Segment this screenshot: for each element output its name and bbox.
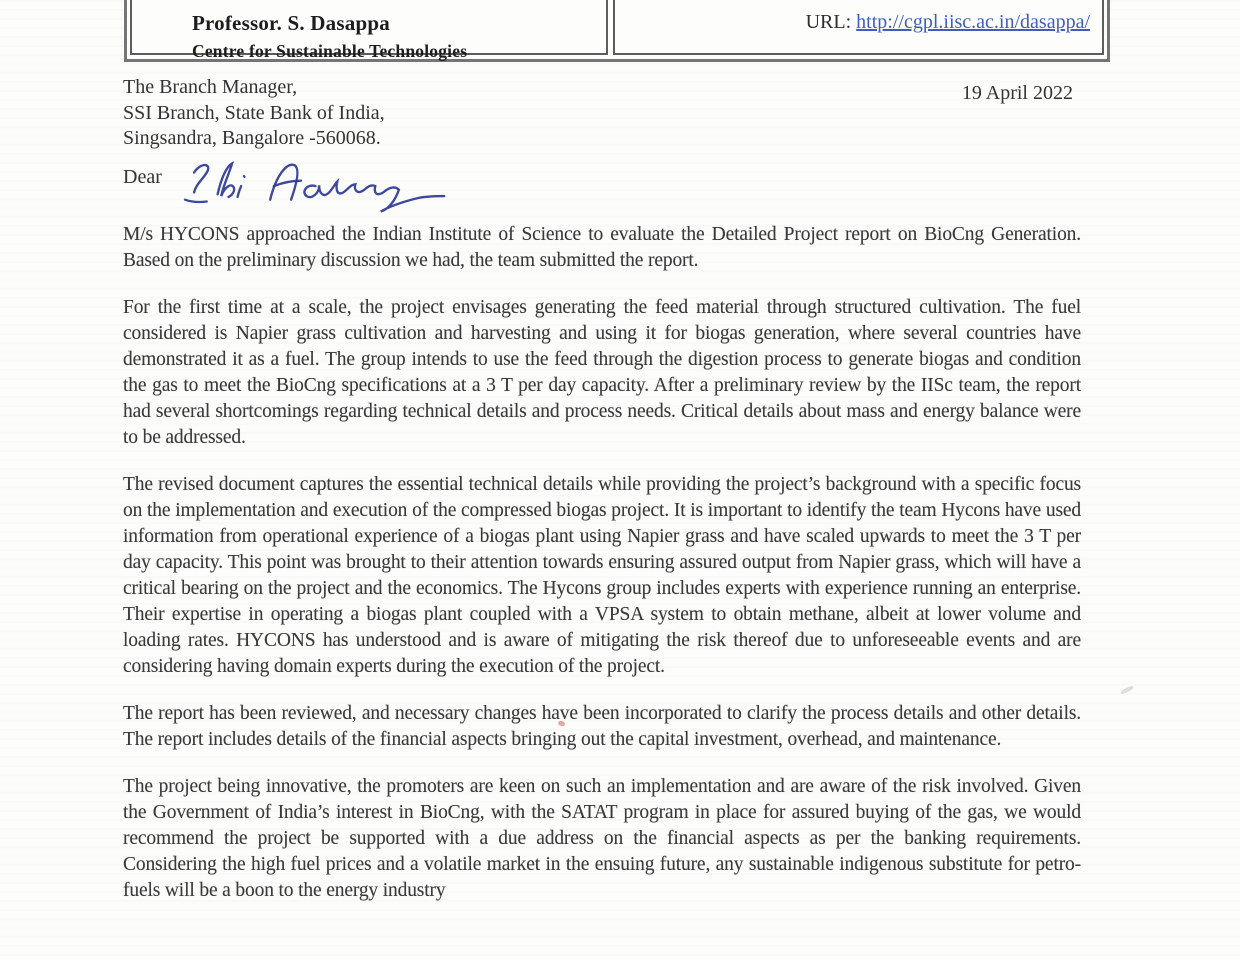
url-label: URL: (805, 11, 852, 33)
paragraph-recommendation: The project being innovative, the promoters are keen on such an implementation and are aware of the risk involved. Given the Government of India’s interest in BioCng, with the SATAT program in place for assured buying of the gas, we would recommend the project be supported with a due address on the financial aspects as per the banking requirements. Considering the high fuel prices and a volatile market in the ensuing future, any sustainable indigenous substitute for petro-fuels will be a boon to the energy industry (123, 776, 1081, 901)
letter-date: 19 April 2022 (961, 82, 1073, 104)
recipient-line-2: SSI Branch, State Bank of India, (123, 101, 385, 124)
handwritten-name-signature (178, 158, 453, 216)
paragraph-revised-document: The revised document captures the essential technical details while providing the project’s background with a specific focus on the implementation and execution of the compressed biogas project. It is important to identify the team Hycons have used information from operational experience of a biogas plant using Napier grass and have scaled upwards to meet the 3 T per day capacity. This point was brought to their attention towards ensuring assured output from Napier grass, which will have a critical bearing on the project and the economics. The Hycons group includes experts with experience running an enterprise. Their expertise in operating a biogas plant coupled with a VPSA system to obtain methane, albeit at lower volume and loading rates. HYCONS has understood and is aware of mitigating the risk thereof due to unforeseeable events and are considering having domain experts during the execution of the project. (123, 474, 1081, 677)
author-department: Centre for Sustainable Technologies (192, 41, 468, 61)
recipient-address (123, 75, 385, 152)
paragraph-intro: M/s HYCONS approached the Indian Institute of Science to evaluate the Detailed Project report on BioCng Generation. Based on the preliminary discussion we had, the team submitted the report. (123, 224, 1081, 271)
letterhead (124, 0, 1110, 62)
url-link[interactable]: http://cgpl.iisc.ac.in/dasappa/ (856, 11, 1090, 33)
salutation-prefix: Dear (123, 166, 162, 188)
paragraph-report-reviewed: The report has been reviewed, and necessary changes have been incorporated to clarify the process details and other details. The report includes details of the financial aspects bringing out the capital investment, overhead, and maintenance. (123, 703, 1081, 750)
recipient-line-3: Singsandra, Bangalore -560068. (123, 127, 381, 149)
letter-body (123, 222, 1081, 925)
recipient-line-1: The Branch Manager, (123, 76, 298, 98)
paragraph-project-scope: For the first time at a scale, the project envisages generating the feed material through structured cultivation. The fuel considered is Napier grass cultivation and harvesting and using it for biogas generation, where several countries have demonstrated it as a fuel. The group intends to use the feed through the digestion process to generate biogas and condition the gas to meet the BioCng specifications at a 3 T per day capacity. After a preliminary review by the IISc team, the report had several shortcomings regarding technical details and process needs. Critical details about mass and energy balance were to be addressed. (123, 297, 1081, 448)
author-name: Professor. S. Dasappa (192, 11, 390, 35)
scan-artifact-smudge (1120, 685, 1134, 695)
letterhead-author-box (130, 0, 608, 61)
letterhead-url-box (613, 0, 1104, 55)
url-line (806, 11, 1090, 33)
salutation-line (123, 166, 453, 216)
